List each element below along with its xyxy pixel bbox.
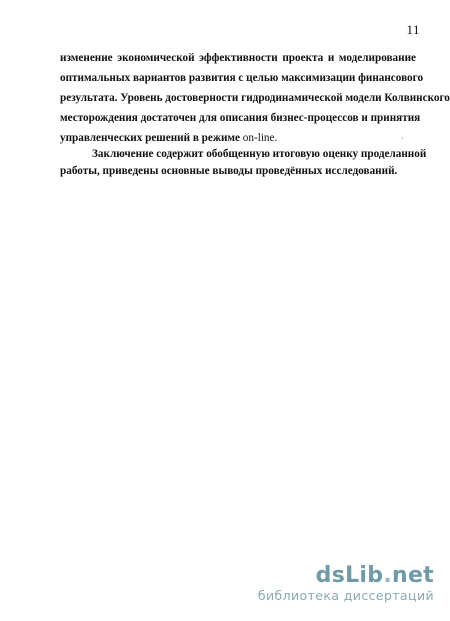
logo-tld: net	[392, 563, 434, 588]
text-line-last	[60, 130, 416, 146]
scan-mark: ·	[401, 134, 404, 143]
text-line: изменение экономической эффективности проекта и моделирование	[60, 52, 416, 64]
watermark-logo	[258, 564, 434, 588]
watermark-subtitle: библиотека диссертаций	[257, 588, 434, 603]
logo-main: dsLib	[315, 563, 384, 588]
text-line: результата. Уровень достоверности гидродинамической модели Колвинского	[60, 92, 450, 104]
text-line: оптимальных вариантов развития с целью максимизации финансового	[60, 72, 424, 84]
watermark	[258, 564, 434, 603]
logo-dot: .	[383, 563, 392, 588]
text-line: месторождения достаточен для описания бизнес-процессов и принятия	[60, 112, 421, 124]
text-line-last: работы, приведены основные выводы проведённых исследований.	[60, 165, 398, 177]
online-term: on-line.	[242, 132, 278, 144]
text-line: Заключение содержит обобщенную итоговую оценку проделанной	[92, 148, 427, 160]
page-number: 11	[406, 22, 420, 37]
text-fragment: управленческих решений в режиме	[60, 132, 243, 144]
